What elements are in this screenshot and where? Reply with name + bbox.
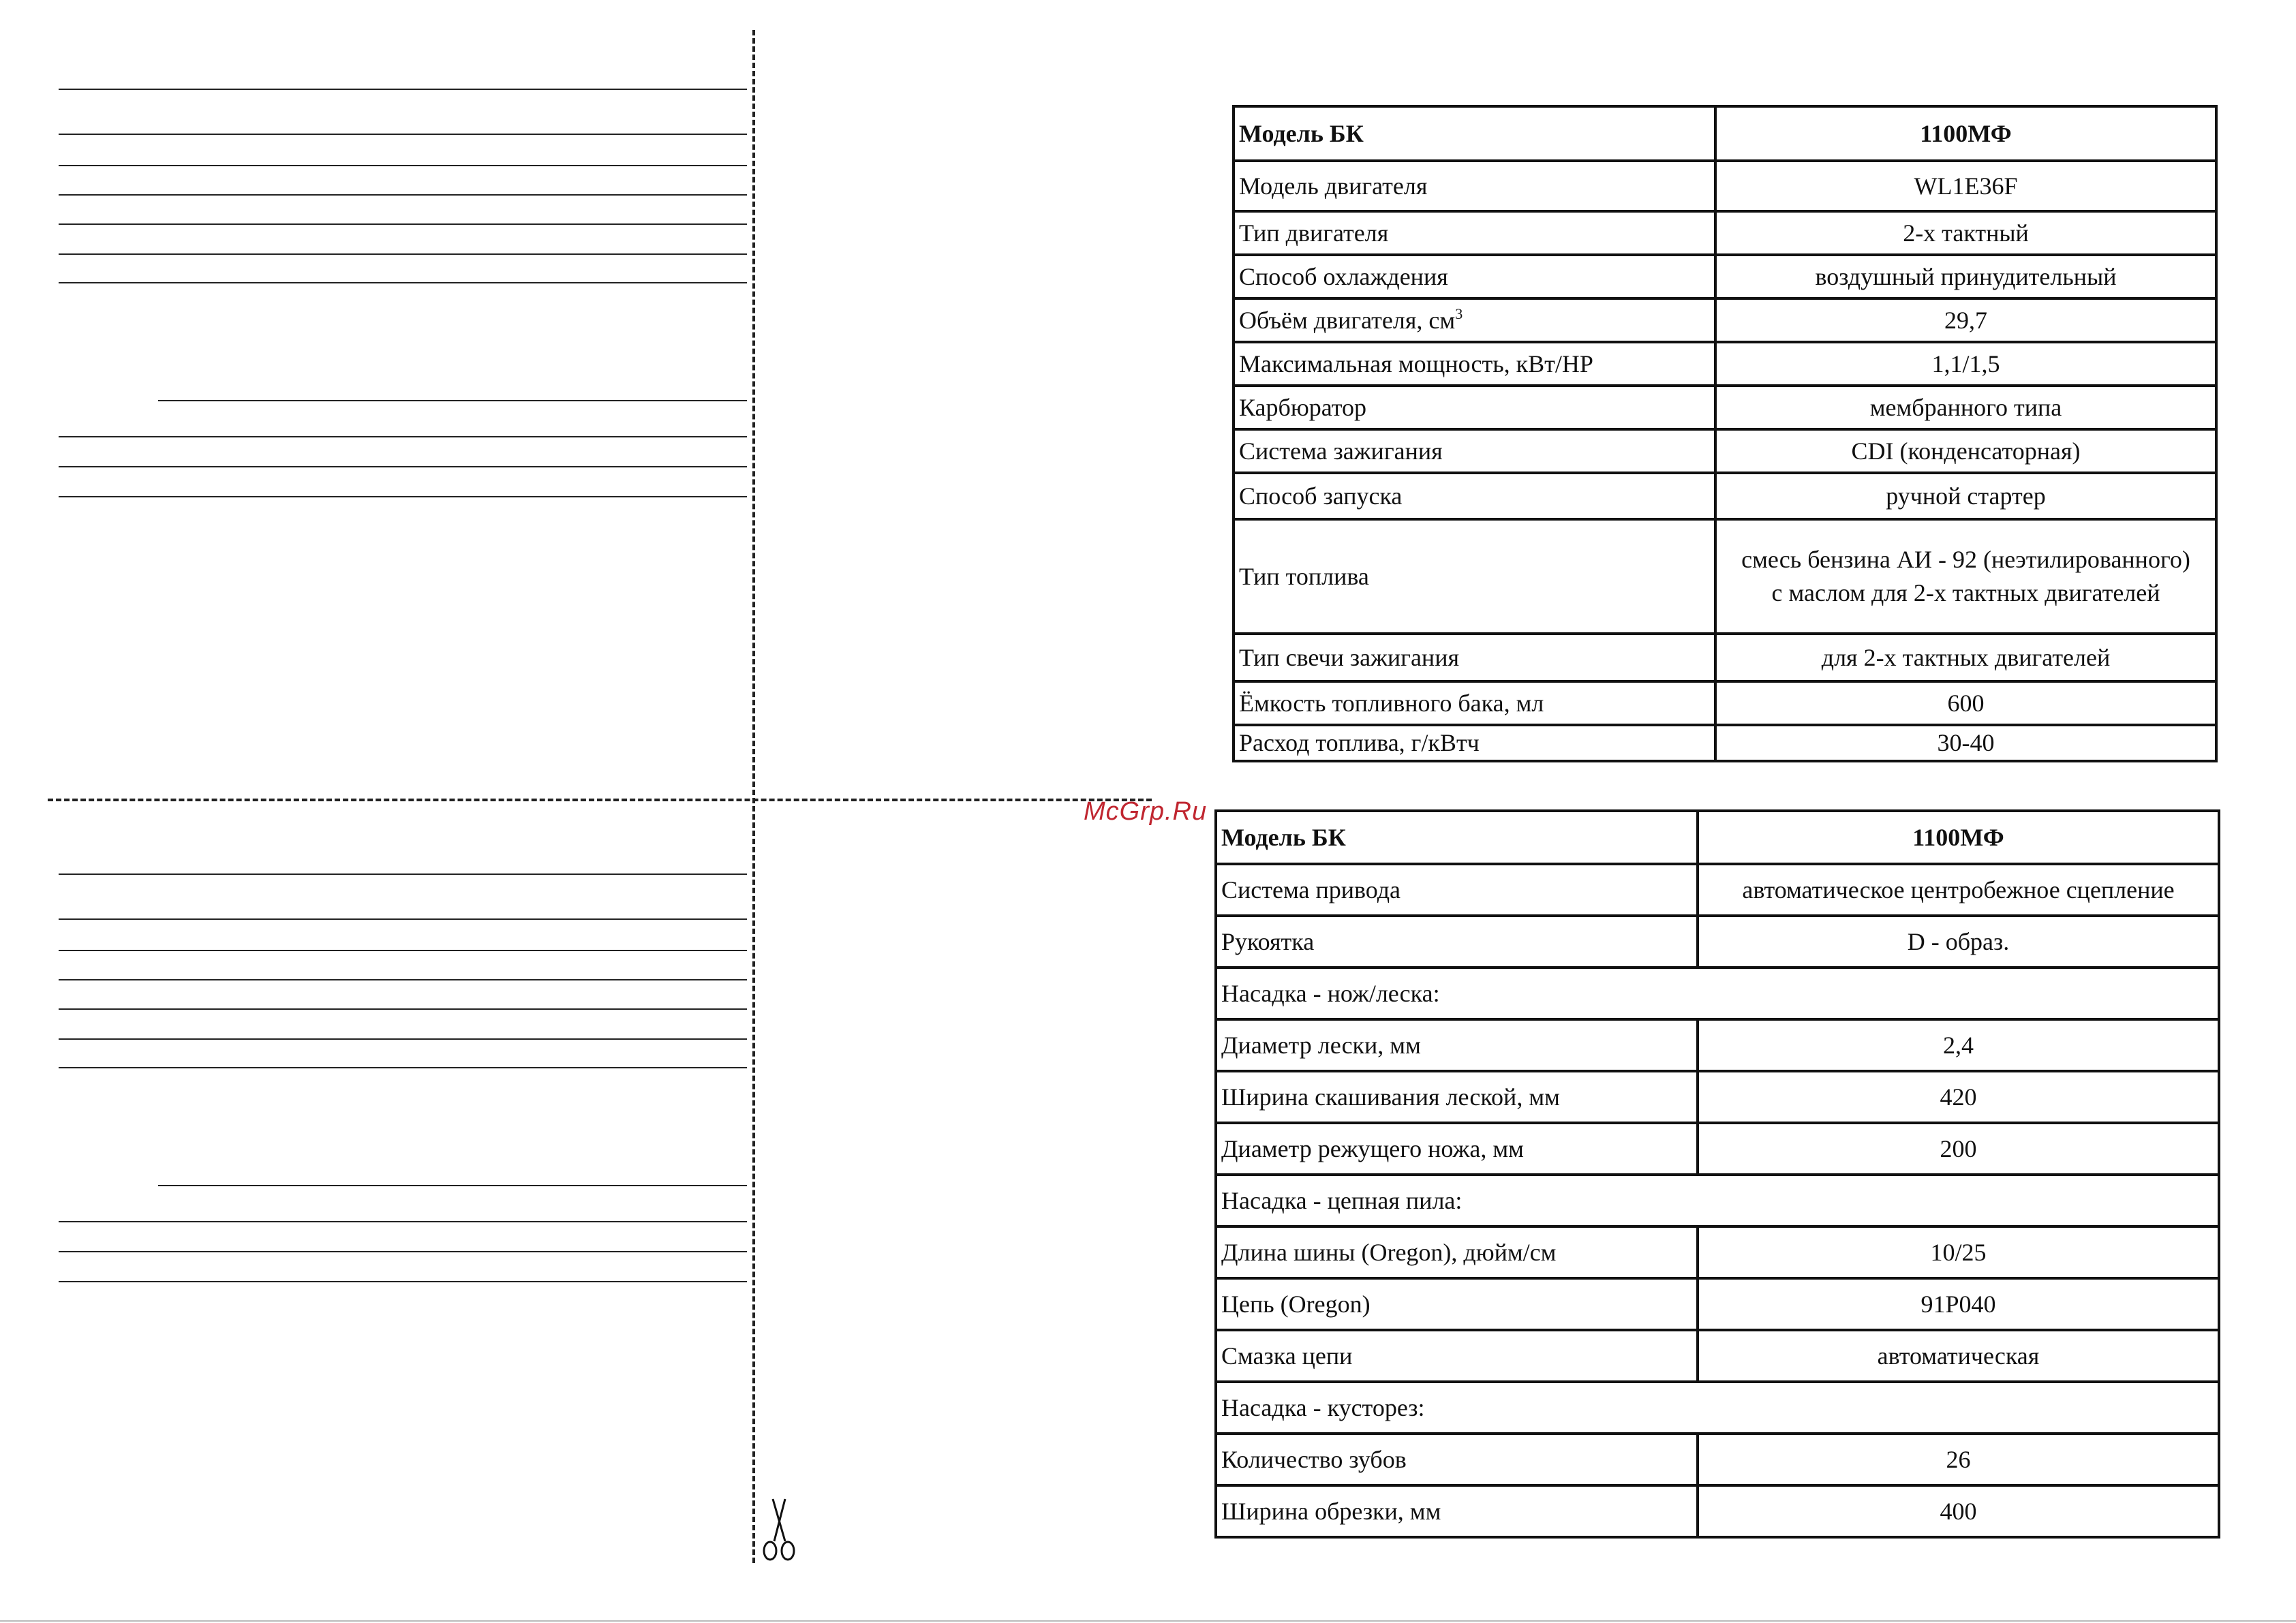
section-label: Насадка - цепная пила: — [1216, 1175, 2219, 1226]
row-value: мембранного типа — [1715, 386, 2216, 429]
row-value: для 2-х тактных двигателей — [1715, 634, 2216, 681]
row-label: Модель двигателя — [1234, 161, 1715, 211]
row-value: воздушный принудительный — [1715, 255, 2216, 298]
table-row — [1234, 386, 2216, 429]
note-line — [59, 1067, 747, 1068]
note-line — [59, 194, 747, 196]
table-row — [1216, 864, 2219, 916]
table-row — [1234, 255, 2216, 298]
scissors-icon — [758, 1496, 799, 1564]
note-line — [59, 1221, 747, 1222]
table-section-row — [1216, 1175, 2219, 1226]
note-line — [59, 1038, 747, 1040]
note-line — [158, 400, 747, 401]
table-row — [1234, 519, 2216, 634]
table-row — [1234, 342, 2216, 386]
table-row — [1216, 1071, 2219, 1123]
table-header-row — [1234, 106, 2216, 161]
row-label: Ширина скашивания леской, мм — [1216, 1071, 1698, 1123]
note-line — [59, 253, 747, 255]
row-value: 1,1/1,5 — [1715, 342, 2216, 386]
row-label: Ширина обрезки, мм — [1216, 1485, 1698, 1537]
note-line — [59, 282, 747, 283]
row-label: Количество зубов — [1216, 1434, 1698, 1485]
note-line — [59, 1008, 747, 1010]
row-value: 2,4 — [1698, 1019, 2219, 1071]
watermark: McGrp.Ru — [1084, 797, 1208, 826]
row-label: Расход топлива, г/кВтч — [1234, 725, 1715, 761]
table-row — [1234, 725, 2216, 761]
row-value: WL1E36F — [1715, 161, 2216, 211]
note-line — [59, 89, 747, 90]
header-value: 1100МФ — [1698, 811, 2219, 864]
note-line — [59, 436, 747, 437]
row-label: Система зажигания — [1234, 429, 1715, 473]
note-line — [59, 874, 747, 875]
table-row — [1216, 1019, 2219, 1071]
row-label: Система привода — [1216, 864, 1698, 916]
row-value: 30-40 — [1715, 725, 2216, 761]
table-row — [1216, 1434, 2219, 1485]
table-section-row — [1216, 968, 2219, 1019]
row-value-line: с маслом для 2-х тактных двигателей — [1771, 579, 2160, 606]
note-line — [59, 496, 747, 497]
table-row — [1216, 1330, 2219, 1382]
row-value-line: смесь бензина АИ - 92 (неэтилированного) — [1741, 546, 2190, 574]
row-value: 400 — [1698, 1485, 2219, 1537]
table-section-row — [1216, 1382, 2219, 1434]
row-value — [1715, 519, 2216, 634]
row-label-superscript: 3 — [1455, 305, 1463, 322]
table-row — [1216, 1485, 2219, 1537]
row-value: 26 — [1698, 1434, 2219, 1485]
row-value: CDI (конденсаторная) — [1715, 429, 2216, 473]
table-row — [1234, 634, 2216, 681]
note-line — [59, 918, 747, 920]
row-label: Длина шины (Oregon), дюйм/см — [1216, 1226, 1698, 1278]
attachments-spec-table — [1214, 809, 2220, 1539]
header-label: Модель БК — [1234, 106, 1715, 161]
note-line — [59, 466, 747, 467]
table-row — [1234, 473, 2216, 519]
table-row — [1234, 298, 2216, 342]
note-line — [59, 979, 747, 980]
row-value: 91P040 — [1698, 1278, 2219, 1330]
row-value: 420 — [1698, 1071, 2219, 1123]
engine-spec-table — [1232, 105, 2218, 762]
row-label: Цепь (Oregon) — [1216, 1278, 1698, 1330]
note-line — [59, 1281, 747, 1282]
row-label: Тип двигателя — [1234, 211, 1715, 255]
table-row — [1216, 916, 2219, 968]
row-value: ручной стартер — [1715, 473, 2216, 519]
section-label: Насадка - нож/леска: — [1216, 968, 2219, 1019]
row-value: 29,7 — [1715, 298, 2216, 342]
table-row — [1216, 1123, 2219, 1175]
row-label: Диаметр лески, мм — [1216, 1019, 1698, 1071]
table-row — [1234, 681, 2216, 725]
page-bottom-edge — [0, 1620, 2296, 1622]
note-line — [59, 134, 747, 135]
row-label: Диаметр режущего ножа, мм — [1216, 1123, 1698, 1175]
note-line — [59, 223, 747, 225]
cut-line-horizontal — [48, 799, 1152, 801]
header-value: 1100МФ — [1715, 106, 2216, 161]
row-label: Тип топлива — [1234, 519, 1715, 634]
note-line — [59, 165, 747, 166]
row-label: Смазка цепи — [1216, 1330, 1698, 1382]
note-line — [59, 1251, 747, 1252]
row-label — [1234, 298, 1715, 342]
table-row — [1234, 429, 2216, 473]
row-label: Способ охлаждения — [1234, 255, 1715, 298]
row-label: Тип свечи зажигания — [1234, 634, 1715, 681]
table-header-row — [1216, 811, 2219, 864]
row-value: 600 — [1715, 681, 2216, 725]
note-line — [59, 950, 747, 951]
note-line — [158, 1185, 747, 1186]
row-value: 2-х тактный — [1715, 211, 2216, 255]
row-label-text: Объём двигателя, см — [1239, 306, 1456, 334]
row-value: автоматическая — [1698, 1330, 2219, 1382]
table-row — [1216, 1226, 2219, 1278]
table-row — [1216, 1278, 2219, 1330]
row-value: 200 — [1698, 1123, 2219, 1175]
row-value: D - образ. — [1698, 916, 2219, 968]
row-label: Ёмкость топливного бака, мл — [1234, 681, 1715, 725]
table-row — [1234, 161, 2216, 211]
row-value: автоматическое центробежное сцепление — [1698, 864, 2219, 916]
row-value: 10/25 — [1698, 1226, 2219, 1278]
row-label: Карбюратор — [1234, 386, 1715, 429]
row-label: Максимальная мощность, кВт/HP — [1234, 342, 1715, 386]
row-label: Способ запуска — [1234, 473, 1715, 519]
cut-line-vertical — [752, 30, 755, 1563]
table-row — [1234, 211, 2216, 255]
header-label: Модель БК — [1216, 811, 1698, 864]
section-label: Насадка - кусторез: — [1216, 1382, 2219, 1434]
row-label: Рукоятка — [1216, 916, 1698, 968]
